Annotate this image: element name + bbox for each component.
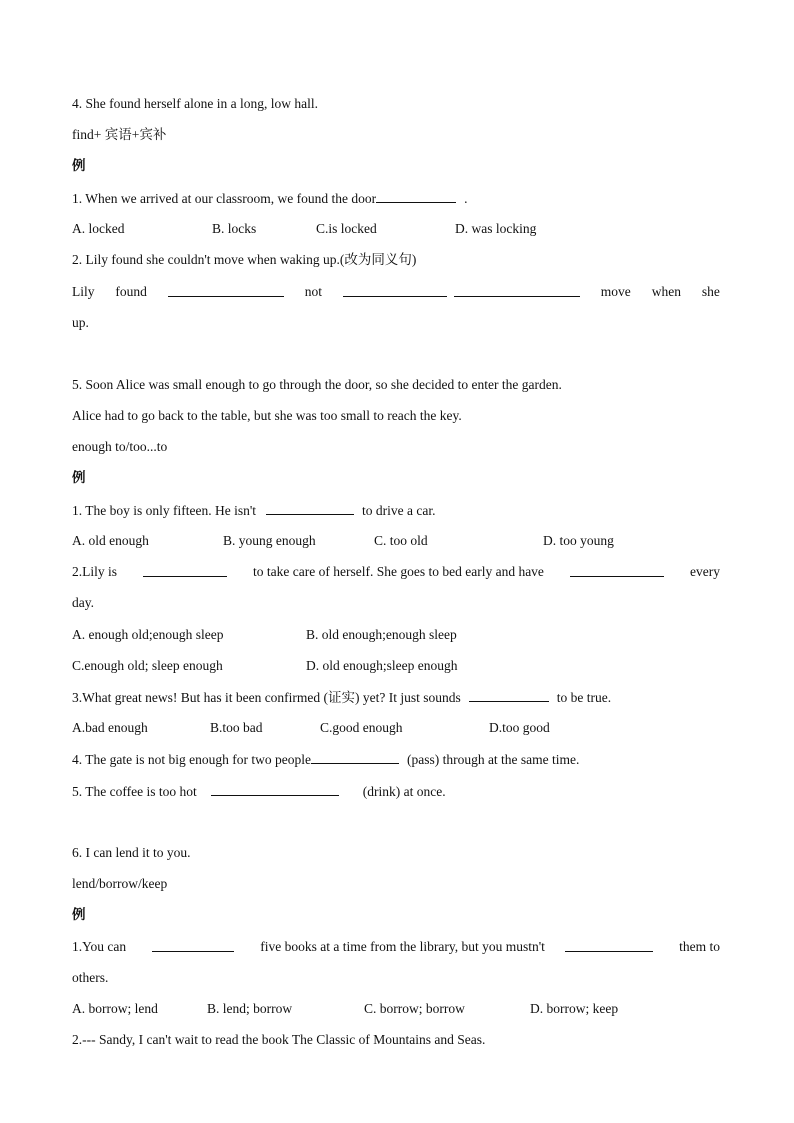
s4-q2-word: when	[651, 284, 681, 299]
s6-pattern: lend/borrow/keep	[72, 876, 168, 891]
s4-q1-option-d: D. was locking	[455, 221, 537, 236]
s5-q1-option-a: A. old enough	[72, 533, 149, 548]
s5-q3-option-a: A.bad enough	[72, 720, 148, 735]
s5-sentence-2: Alice had to go back to the table, but she was too small to reach the key.	[72, 408, 462, 423]
s5-q2-option-d: D. old enough;sleep enough	[306, 658, 458, 673]
s4-q2-word: move	[600, 284, 631, 299]
s5-q5-text-b: (drink) at once.	[362, 784, 446, 799]
s5-pattern: enough to/too...to	[72, 439, 168, 454]
s5-q4-text-a: 4. The gate is not big enough for two people	[72, 752, 311, 767]
s5-q1-option-d: D. too young	[543, 533, 614, 548]
s6-q1-option-d: D. borrow; keep	[530, 1001, 619, 1016]
s6-q1-text-a: 1.You can	[72, 939, 127, 954]
s5-q3-option-d: D.too good	[489, 720, 550, 735]
s4-q1-option-a: A. locked	[72, 221, 125, 236]
answer-blank[interactable]	[376, 190, 456, 203]
answer-blank[interactable]	[143, 564, 227, 577]
s5-q2-continued: day.	[72, 595, 94, 610]
s4-example-label: 例	[72, 158, 86, 173]
s4-q2-word: Lily	[72, 284, 95, 299]
answer-blank[interactable]	[469, 689, 549, 702]
s6-q1-line	[72, 939, 720, 955]
answer-blank[interactable]	[211, 783, 339, 796]
s6-q1-option-c: C. borrow; borrow	[364, 1001, 465, 1016]
s5-example-label: 例	[72, 470, 86, 485]
s4-q2-word: she	[701, 284, 720, 299]
answer-blank[interactable]	[570, 564, 664, 577]
s6-sentence: 6. I can lend it to you.	[72, 845, 191, 860]
s5-q1-option-c: C. too old	[374, 533, 428, 548]
s4-q2-word: found	[115, 284, 147, 299]
s5-q2-option-a: A. enough old;enough sleep	[72, 627, 224, 642]
s5-q3-text-a: 3.What great news! But has it been confirmed (证实) yet? It just sounds	[72, 690, 461, 705]
s4-q1	[72, 190, 468, 207]
s6-q1-option-b: B. lend; borrow	[207, 1001, 293, 1016]
s5-q2-option-b: B. old enough;enough sleep	[306, 627, 457, 642]
answer-blank[interactable]	[454, 284, 580, 297]
s5-q1	[72, 502, 436, 519]
s6-example-label: 例	[72, 907, 86, 922]
s4-q1-option-c: C.is locked	[316, 221, 377, 236]
s4-q1-text: 1. When we arrived at our classroom, we found the door	[72, 191, 377, 206]
answer-blank[interactable]	[311, 751, 399, 764]
answer-blank[interactable]	[565, 939, 653, 952]
s4-q1-option-b: B. locks	[212, 221, 257, 236]
s5-q3-text-b: to be true.	[556, 690, 612, 705]
s5-q5	[72, 783, 446, 800]
s5-q3	[72, 689, 611, 706]
s4-pattern: find+ 宾语+宾补	[72, 127, 167, 142]
s4-q1-end: .	[464, 191, 468, 206]
s5-q2-option-c: C.enough old; sleep enough	[72, 658, 223, 673]
s5-q1-text-a: 1. The boy is only fifteen. He isn't	[72, 503, 257, 518]
s5-q2-text-a: 2.Lily is	[72, 564, 118, 579]
s4-q2-continued: up.	[72, 315, 89, 330]
s6-q2: 2.--- Sandy, I can't wait to read the book The Classic of Mountains and Seas.	[72, 1032, 486, 1047]
s4-q2: 2. Lily found she couldn't move when waking up.(改为同义句)	[72, 252, 417, 267]
s4-q2-word: not	[304, 284, 323, 299]
s5-q1-text-b: to drive a car.	[362, 503, 436, 518]
s6-q1-continued: others.	[72, 970, 109, 985]
s5-q2-line	[72, 564, 720, 580]
s6-q1-option-a: A. borrow; lend	[72, 1001, 158, 1016]
s4-q2-line	[72, 284, 720, 300]
answer-blank[interactable]	[168, 284, 284, 297]
answer-blank[interactable]	[152, 939, 234, 952]
s5-q3-option-b: B.too bad	[210, 720, 263, 735]
answer-blank[interactable]	[343, 284, 447, 297]
s5-sentence-1: 5. Soon Alice was small enough to go through the door, so she decided to enter the garden.	[72, 377, 562, 392]
s5-q2-text-c: every	[689, 564, 720, 579]
s5-q2-text-b: to take care of herself. She goes to bed early and have	[253, 564, 544, 579]
s6-q1-text-b: five books at a time from the library, but you mustn't	[260, 939, 545, 954]
s5-q4-text-b: (pass) through at the same time.	[406, 752, 580, 767]
s6-q1-text-c: them to	[679, 939, 720, 954]
s4-sentence: 4. She found herself alone in a long, low hall.	[72, 96, 318, 111]
s5-q3-option-c: C.good enough	[320, 720, 403, 735]
s5-q1-option-b: B. young enough	[223, 533, 316, 548]
s5-q4	[72, 751, 579, 768]
answer-blank[interactable]	[266, 502, 354, 515]
s5-q5-text-a: 5. The coffee is too hot	[72, 784, 197, 799]
